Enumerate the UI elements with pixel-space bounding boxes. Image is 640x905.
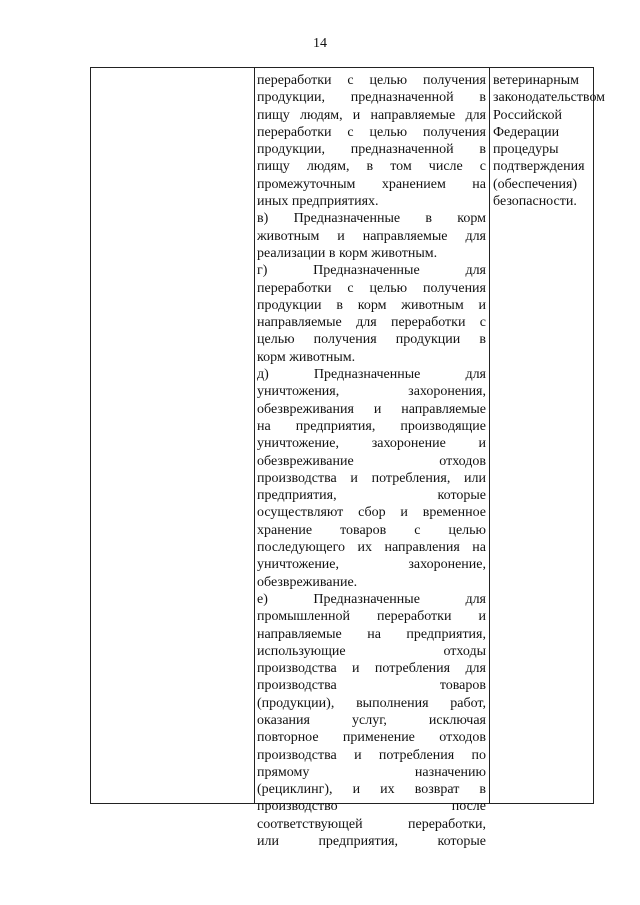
- text-line: пищу людям, в том числе с: [257, 159, 486, 175]
- text-line: г) Предназначенные для: [257, 263, 486, 279]
- text-line: е) Предназначенные для: [257, 591, 486, 607]
- text-line: оказания услуг, исключая: [257, 712, 486, 728]
- text-line: законодательством: [493, 90, 606, 106]
- text-line: промежуточным хранением на: [257, 176, 486, 192]
- text-line: прямому назначению: [257, 764, 486, 780]
- text-line: или предприятия, которые: [257, 834, 486, 850]
- text-line: на предприятия, производящие: [257, 418, 486, 434]
- text-line: (обеспечения): [493, 176, 578, 192]
- text-line: уничтожение, захоронение,: [257, 557, 486, 573]
- text-line: обезвреживание отходов: [257, 453, 486, 469]
- right-column-text: [493, 72, 606, 210]
- text-line: подтверждения: [493, 159, 585, 175]
- text-line: обезвреживания и направляемые: [257, 401, 486, 417]
- text-line: продукции, предназначенной в: [257, 142, 486, 158]
- text-line: повторное применение отходов: [257, 730, 486, 746]
- text-line: в) Предназначенные в корм: [257, 211, 486, 227]
- text-line: Российской: [493, 107, 562, 123]
- text-line: продукции в корм животным и: [257, 297, 486, 313]
- text-line: производства товаров: [257, 678, 486, 694]
- page-number: 14: [313, 36, 327, 51]
- text-line: (рециклинг), и их возврат в: [257, 782, 486, 798]
- text-line: обезвреживание.: [257, 574, 358, 590]
- text-line: уничтожения, захоронения,: [257, 384, 486, 400]
- text-line: производства и потребления для: [257, 661, 486, 677]
- text-line: Федерации: [493, 124, 560, 140]
- text-line: целью получения продукции в: [257, 332, 486, 348]
- text-line: уничтожение, захоронение и: [257, 436, 486, 452]
- text-line: безопасности.: [493, 194, 577, 210]
- text-line: осуществляют сбор и временное: [257, 505, 486, 521]
- text-line: промышленной переработки и: [257, 609, 486, 625]
- text-line: переработки с целью получения: [257, 280, 486, 296]
- text-line: предприятия, которые: [257, 488, 486, 504]
- text-line: направляемые на предприятия,: [257, 626, 486, 642]
- text-line: корм животным.: [257, 349, 356, 365]
- text-line: последующего их направления на: [257, 540, 486, 556]
- text-line: производства и потребления, или: [257, 470, 486, 486]
- text-line: ветеринарным: [493, 73, 580, 88]
- text-line: д) Предназначенные для: [257, 367, 486, 383]
- text-line: хранение товаров с целью: [257, 522, 486, 538]
- text-line: переработки с целью получения: [257, 73, 486, 88]
- middle-column-text: [257, 72, 486, 850]
- text-line: (продукции), выполнения работ,: [257, 695, 486, 711]
- text-line: соответствующей переработки,: [257, 816, 486, 832]
- text-line: производства и потребления по: [257, 747, 486, 763]
- text-line: направляемые для переработки с: [257, 315, 486, 331]
- text-line: пищу людям, и направляемые для: [257, 107, 486, 123]
- text-line: продукции, предназначенной в: [257, 90, 486, 106]
- column-divider-right: [489, 68, 490, 803]
- text-line: использующие отходы: [257, 643, 486, 659]
- text-line: иных предприятиях.: [257, 194, 379, 210]
- text-line: переработки с целью получения: [257, 124, 486, 140]
- document-table: [90, 67, 606, 850]
- column-divider-left: [254, 68, 255, 803]
- text-line: реализации в корм животным.: [257, 245, 438, 261]
- text-line: производство после: [257, 799, 486, 815]
- text-line: животным и направляемые для: [257, 228, 486, 244]
- text-line: процедуры: [493, 142, 559, 158]
